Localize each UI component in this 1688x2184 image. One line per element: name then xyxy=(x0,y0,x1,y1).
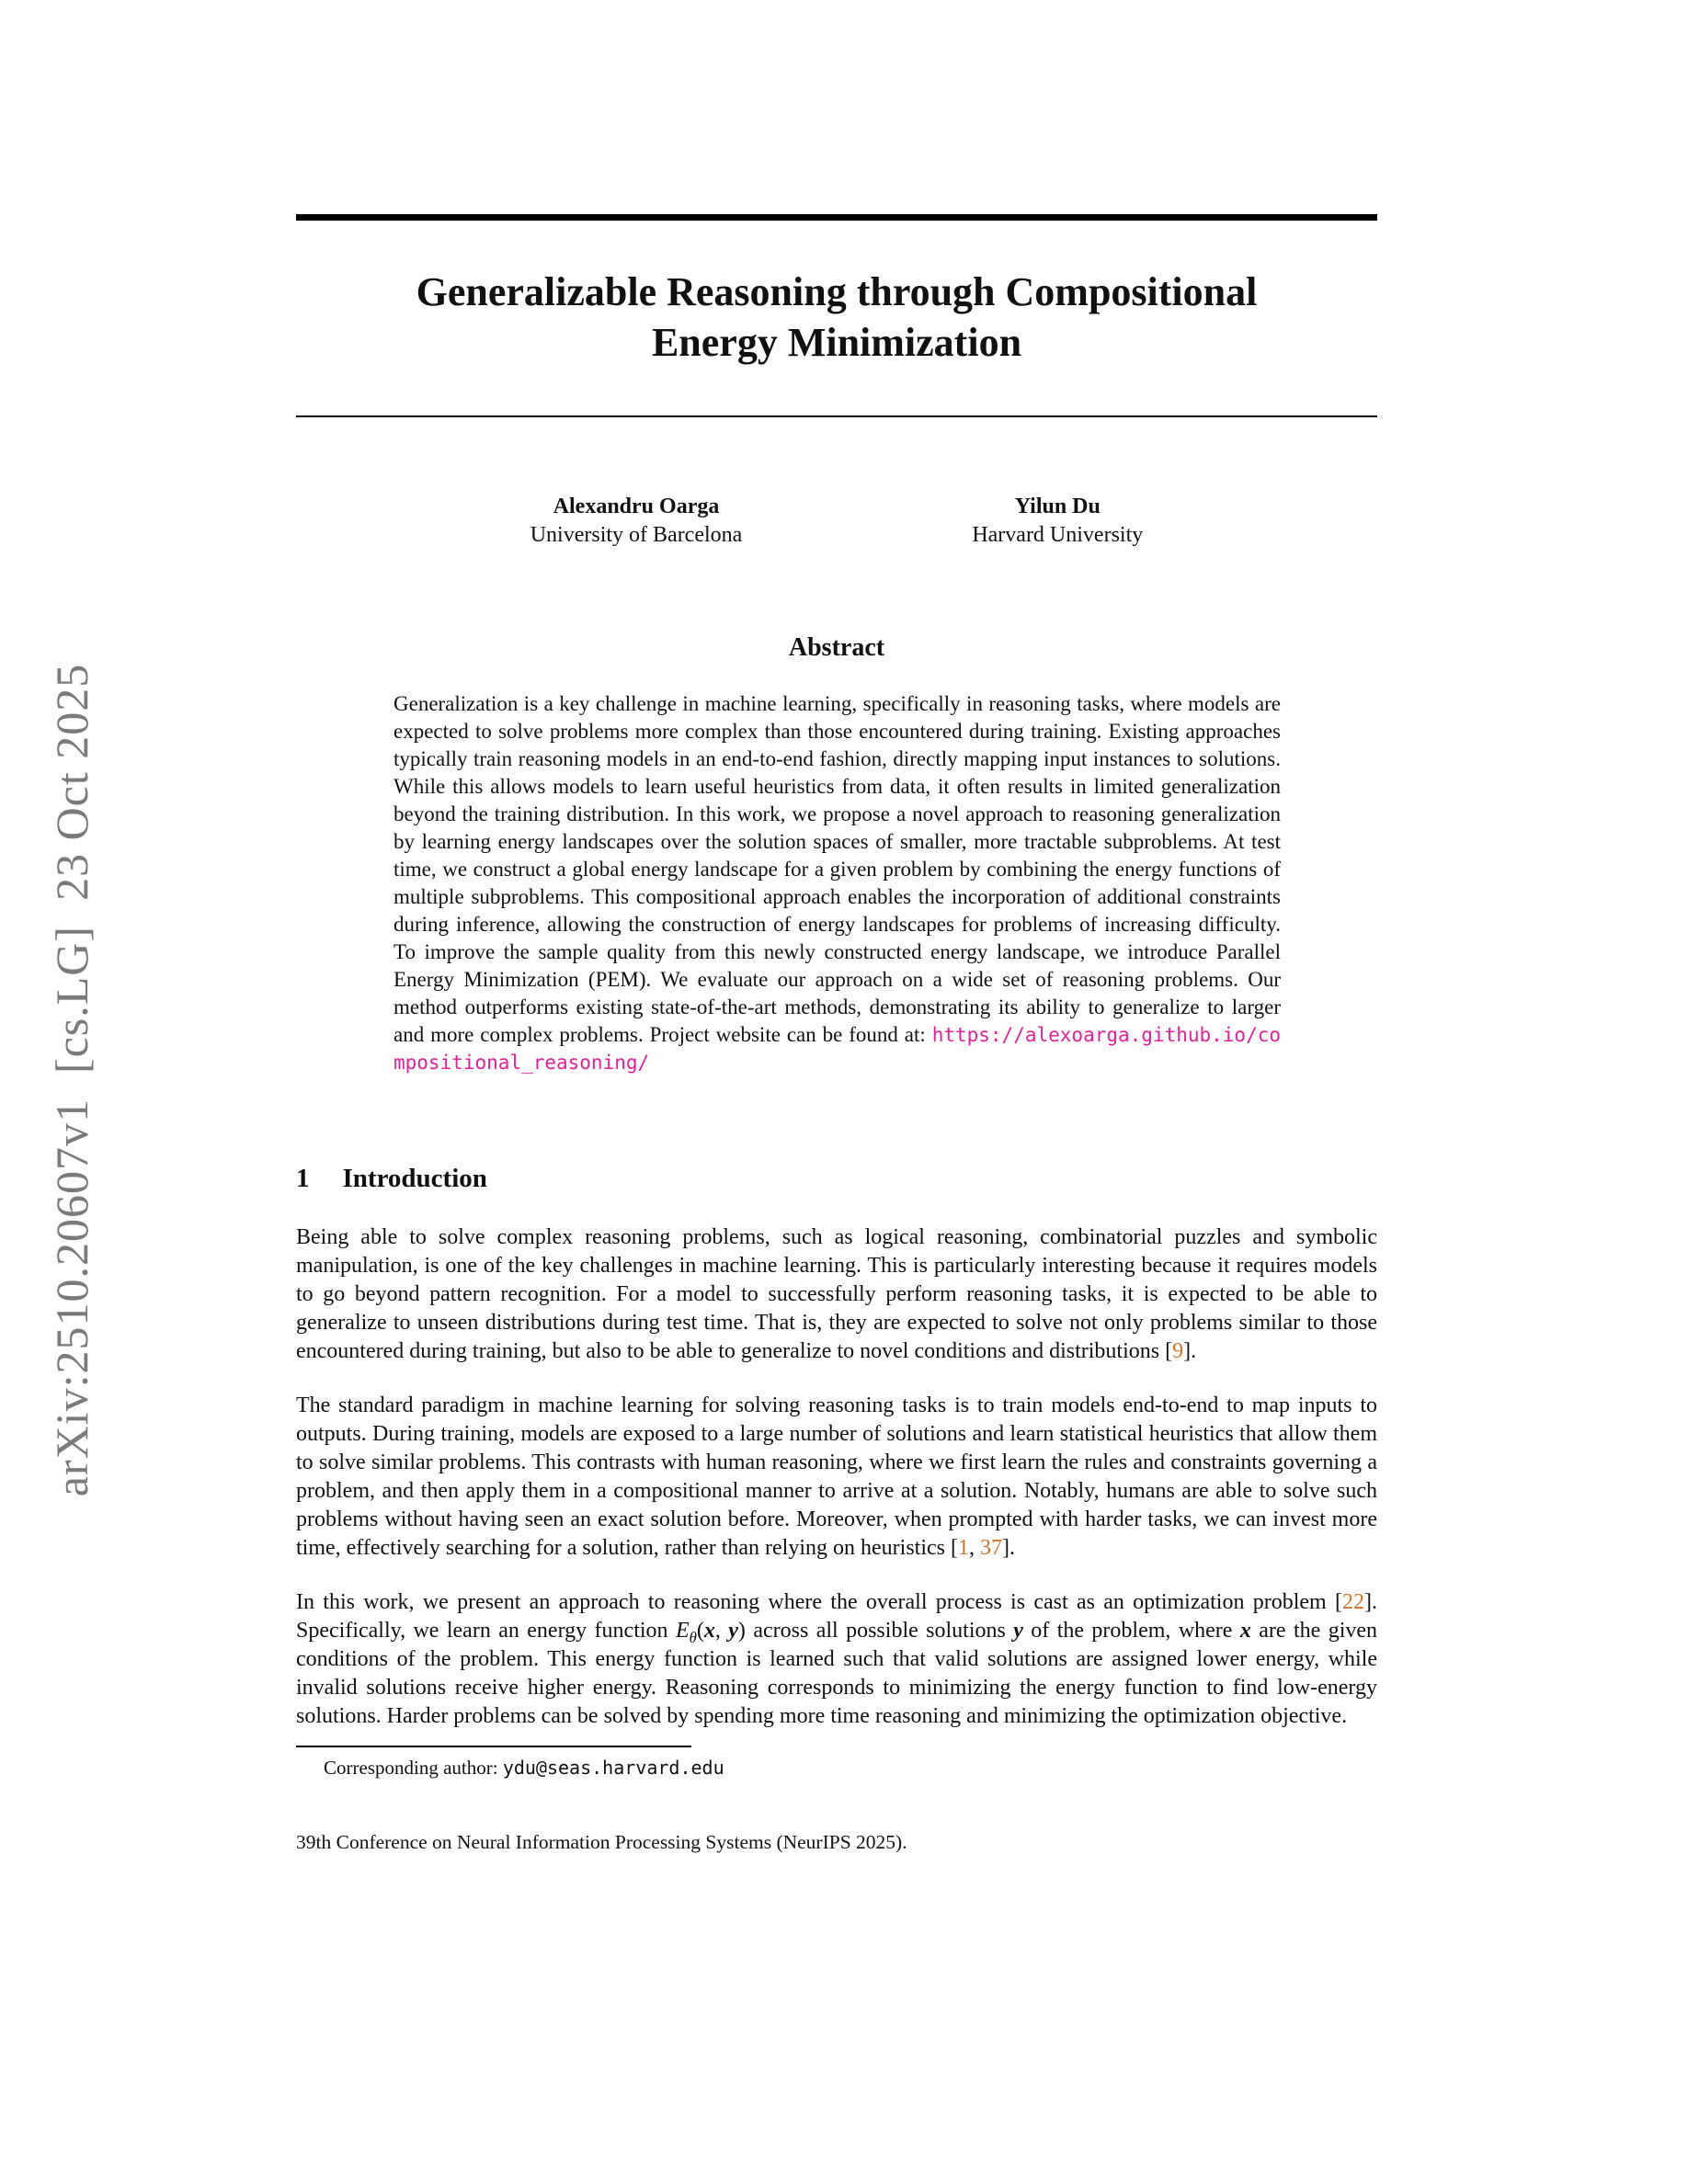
text-segment: In this work, we present an approach to reasoning where the overall process is cast as an optimization problem [ xyxy=(296,1590,1342,1614)
paragraph xyxy=(296,1392,1377,1563)
title-line-2: Energy Minimization xyxy=(651,320,1022,365)
abstract-section xyxy=(296,633,1377,1076)
author-affiliation: University of Barcelona xyxy=(530,523,743,547)
author-name: Yilun Du xyxy=(1014,495,1101,518)
section-title: Introduction xyxy=(342,1164,487,1193)
author-1 xyxy=(530,493,743,551)
citation-link[interactable]: 22 xyxy=(1342,1590,1364,1614)
text-segment: ) across all possible solutions xyxy=(737,1619,1014,1643)
paper-content xyxy=(296,0,1377,1854)
math-symbol: E xyxy=(675,1619,690,1643)
abstract-heading: Abstract xyxy=(788,633,885,662)
text-segment: Generalization is a key challenge in machine learning, specifically in reasoning tasks, where models are expected to solve problems more complex than those encountered during training. Existing approaches typically train reasoning models in an end-to-end fashion, directly mapping input instances to solutions. While this allows models to learn useful heuristics from data, it often results in limited generalization beyond the training distribution. In this work, we propose a novel approach to reasoning generalization by learning energy landscapes over the solution spaces of smaller, more tractable subproblems. At test time, we construct a global energy landscape for a given problem by combining the energy functions of multiple subproblems. This compositional approach enables the incorporation of additional constraints during inference, allowing the construction of energy landscapes for problems of increasing difficulty. To improve the sample quality from this newly constructed energy landscape, we introduce Parallel Energy Minimization (PEM). We evaluate our approach on a wide set of reasoning problems. Our method outperforms existing state-of-the-art methods, demonstrating its ability to generalize to larger and more complex problems. Project website can be found at: xyxy=(393,692,1281,1046)
paragraph xyxy=(296,1223,1377,1366)
text-segment: are the given conditions of the problem. This energy function is learned such that valid solutions are assigned lower energy, while invalid solutions receive higher energy. Reasoning corresponds to minimizing the energy function to find low-energy solutions. Harder problems can be solved by spending more time reasoning and minimizing the optimization objective. xyxy=(296,1619,1378,1728)
math-vector-symbol: x xyxy=(1239,1619,1251,1643)
conference-footer: 39th Conference on Neural Information Processing Systems (NeurIPS 2025). xyxy=(296,1831,907,1853)
author-affiliation: Harvard University xyxy=(972,523,1144,547)
footnote-label: Corresponding author: xyxy=(324,1757,503,1779)
math-vector-symbol: x xyxy=(703,1619,715,1643)
text-segment: of the problem, where xyxy=(1022,1619,1240,1643)
abstract-text xyxy=(393,690,1281,1076)
math-vector-symbol: y xyxy=(1013,1619,1023,1643)
footnote-email-link[interactable]: ydu@seas.harvard.edu xyxy=(502,1757,724,1779)
text-segment: , xyxy=(969,1536,980,1560)
paragraph xyxy=(296,1588,1377,1731)
text-segment: Being able to solve complex reasoning problems, such as logical reasoning, combinatorial puzzles and symbolic manipulation, is one of the key challenges in machine learning. This is particularly interesting because it requires models to go beyond pattern recognition. For a model to successfully perform reasoning tasks, it is expected to be able to generalize to unseen distributions during test time. That is, they are expected to solve not only problems similar to those encountered during training, but also to be able to generalize to novel conditions and distributions [ xyxy=(296,1225,1377,1363)
text-segment: , xyxy=(714,1619,729,1643)
project-url-link[interactable]: https://alexoarga.github.io/compositional_reasoning/ xyxy=(393,1024,1281,1074)
title-top-rule xyxy=(296,214,1377,221)
text-segment: ]. xyxy=(1002,1536,1015,1560)
text-segment: ]. xyxy=(1183,1339,1197,1363)
text-segment: ]. Specifically, we learn an energy function xyxy=(296,1590,1377,1643)
text-segment: ( xyxy=(696,1619,704,1643)
author-block xyxy=(296,493,1377,551)
section-number: 1 xyxy=(296,1164,310,1193)
math-vector-symbol: y xyxy=(728,1619,738,1643)
title-bottom-rule xyxy=(296,415,1377,417)
footnote xyxy=(296,1746,1377,1780)
footnote-text xyxy=(296,1757,1377,1780)
arxiv-watermark: arXiv:2510.20607v1 [cs.LG] 23 Oct 2025 xyxy=(46,663,97,1497)
section-heading-introduction xyxy=(296,1164,1377,1194)
title-line-1: Generalizable Reasoning through Compositional xyxy=(416,269,1258,314)
citation-link[interactable]: 1 xyxy=(958,1536,969,1560)
citation-link[interactable]: 9 xyxy=(1172,1339,1184,1363)
paper-title xyxy=(296,267,1377,368)
author-2 xyxy=(972,493,1143,551)
citation-link[interactable]: 37 xyxy=(980,1536,1002,1560)
footnote-rule xyxy=(296,1746,691,1747)
text-segment: The standard paradigm in machine learning for solving reasoning tasks is to train models end-to-end to map inputs to outputs. During training, models are exposed to a large number of solutions and learn statistical heuristics that allow them to solve similar problems. This contrasts with human reasoning, where we first learn the rules and constraints governing a problem, and then apply them in a compositional manner to arrive at a solution. Notably, humans are able to solve such problems without having seen an exact solution before. Moreover, when prompted with harder tasks, we can invest more time, effectively searching for a solution, rather than relying on heuristics [ xyxy=(296,1393,1377,1560)
author-name: Alexandru Oarga xyxy=(553,495,720,518)
math-subscript: θ xyxy=(689,1628,697,1646)
